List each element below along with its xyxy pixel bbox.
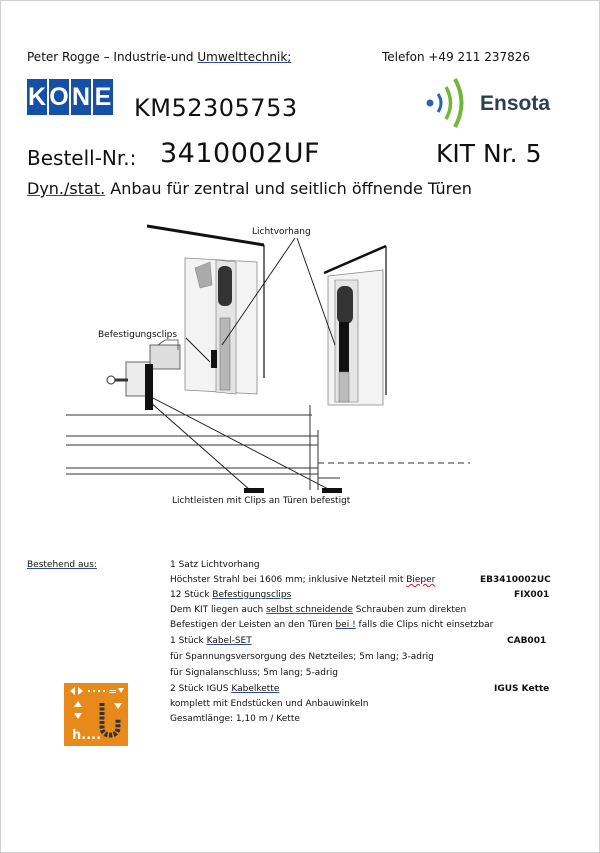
item-line-3-text: 12 Stück [170,590,213,600]
ensota-signal-icon [420,72,482,134]
item-line-9-underlined: Kabelkette [231,684,280,694]
phone-number: Telefon +49 211 237826 [382,50,531,64]
item-line-5 [170,620,493,630]
item-line-3-underlined: Befestigungsclips [212,590,292,600]
item-line-4 [170,605,466,615]
item-line-5-underlined: bei ! [335,620,356,630]
cable-chain-icon [64,683,128,746]
label-befestigungsclips: Befestigungsclips [98,330,178,340]
item-line-4-rest: Schrauben zum direkten [352,605,467,615]
item-line-6-text: 1 Stück [170,636,207,646]
item-line-8: für Signalanschluss; 5m lang; 5-adrig [170,668,338,678]
item-line-6-underlined: Kabel-SET [206,636,252,646]
kit-number: KIT Nr. 5 [436,139,542,168]
right-door-drawing [324,246,386,405]
item-line-2-wavy: Bieper [406,575,436,585]
company-prefix: Peter Rogge – Industrie-und [27,50,198,64]
kone-letter: O [49,79,69,115]
company-line [27,50,291,64]
kone-letter: E [93,79,113,115]
door-tracks [66,405,470,493]
code-fix001: FIX001 [514,590,550,600]
item-line-11: Gesamtlänge: 1,10 m / Kette [170,714,300,724]
code-cab001: CAB001 [507,636,547,646]
ensota-logo-text: Ensota [480,92,551,115]
item-line-9-text: 2 Stück IGUS [170,684,232,694]
item-line-2 [170,575,435,585]
code-eb3410002uc: EB3410002UC [480,575,551,585]
code-igus-kette: IGUS Kette [494,684,550,694]
clip-detail-drawing [107,340,180,410]
subtitle-rest: Anbau für zentral und seitlich öffnende Türen [105,179,472,198]
item-line-3 [170,590,291,600]
contents-heading: Bestehend aus: [27,560,97,570]
item-line-5-text: Befestigen der Leisten an den Türen [170,620,336,630]
order-label: Bestell-Nr.: [27,146,137,170]
item-line-1: 1 Satz Lichtvorhang [170,560,260,570]
subtitle [27,179,472,198]
kone-letter: K [27,79,47,115]
item-line-5-rest: falls die Clips nicht einsetzbar [355,620,494,630]
item-line-6 [170,636,252,646]
item-line-7: für Spannungsversorgung des Netzteiles; 5m lang; 3-adrig [170,652,434,662]
svg-text:=: = [108,685,118,698]
item-line-4-text: Dem KIT liegen auch [170,605,267,615]
mounting-diagram [0,215,600,515]
kone-letter: N [71,79,91,115]
item-line-4-underlined: selbst schneidende [266,605,353,615]
cable-chain-icon-text: h.... [72,728,102,743]
subtitle-underlined: Dyn./stat. [27,179,106,198]
order-number: 3410002UF [160,138,321,169]
km-number: KM52305753 [134,94,298,122]
kone-logo [27,79,113,115]
label-lichtvorhang: Lichtvorhang [252,227,311,237]
item-line-2-text: Höchster Strahl bei 1606 mm; inklusive Netzteil mit [170,575,407,585]
figure-caption: Lichtleisten mit Clips an Türen befestigt [172,496,351,506]
item-line-10: komplett mit Endstücken und Anbauwinkeln [170,699,369,709]
item-line-9 [170,684,279,694]
company-underlined: Umwelttechnik; [197,50,292,64]
